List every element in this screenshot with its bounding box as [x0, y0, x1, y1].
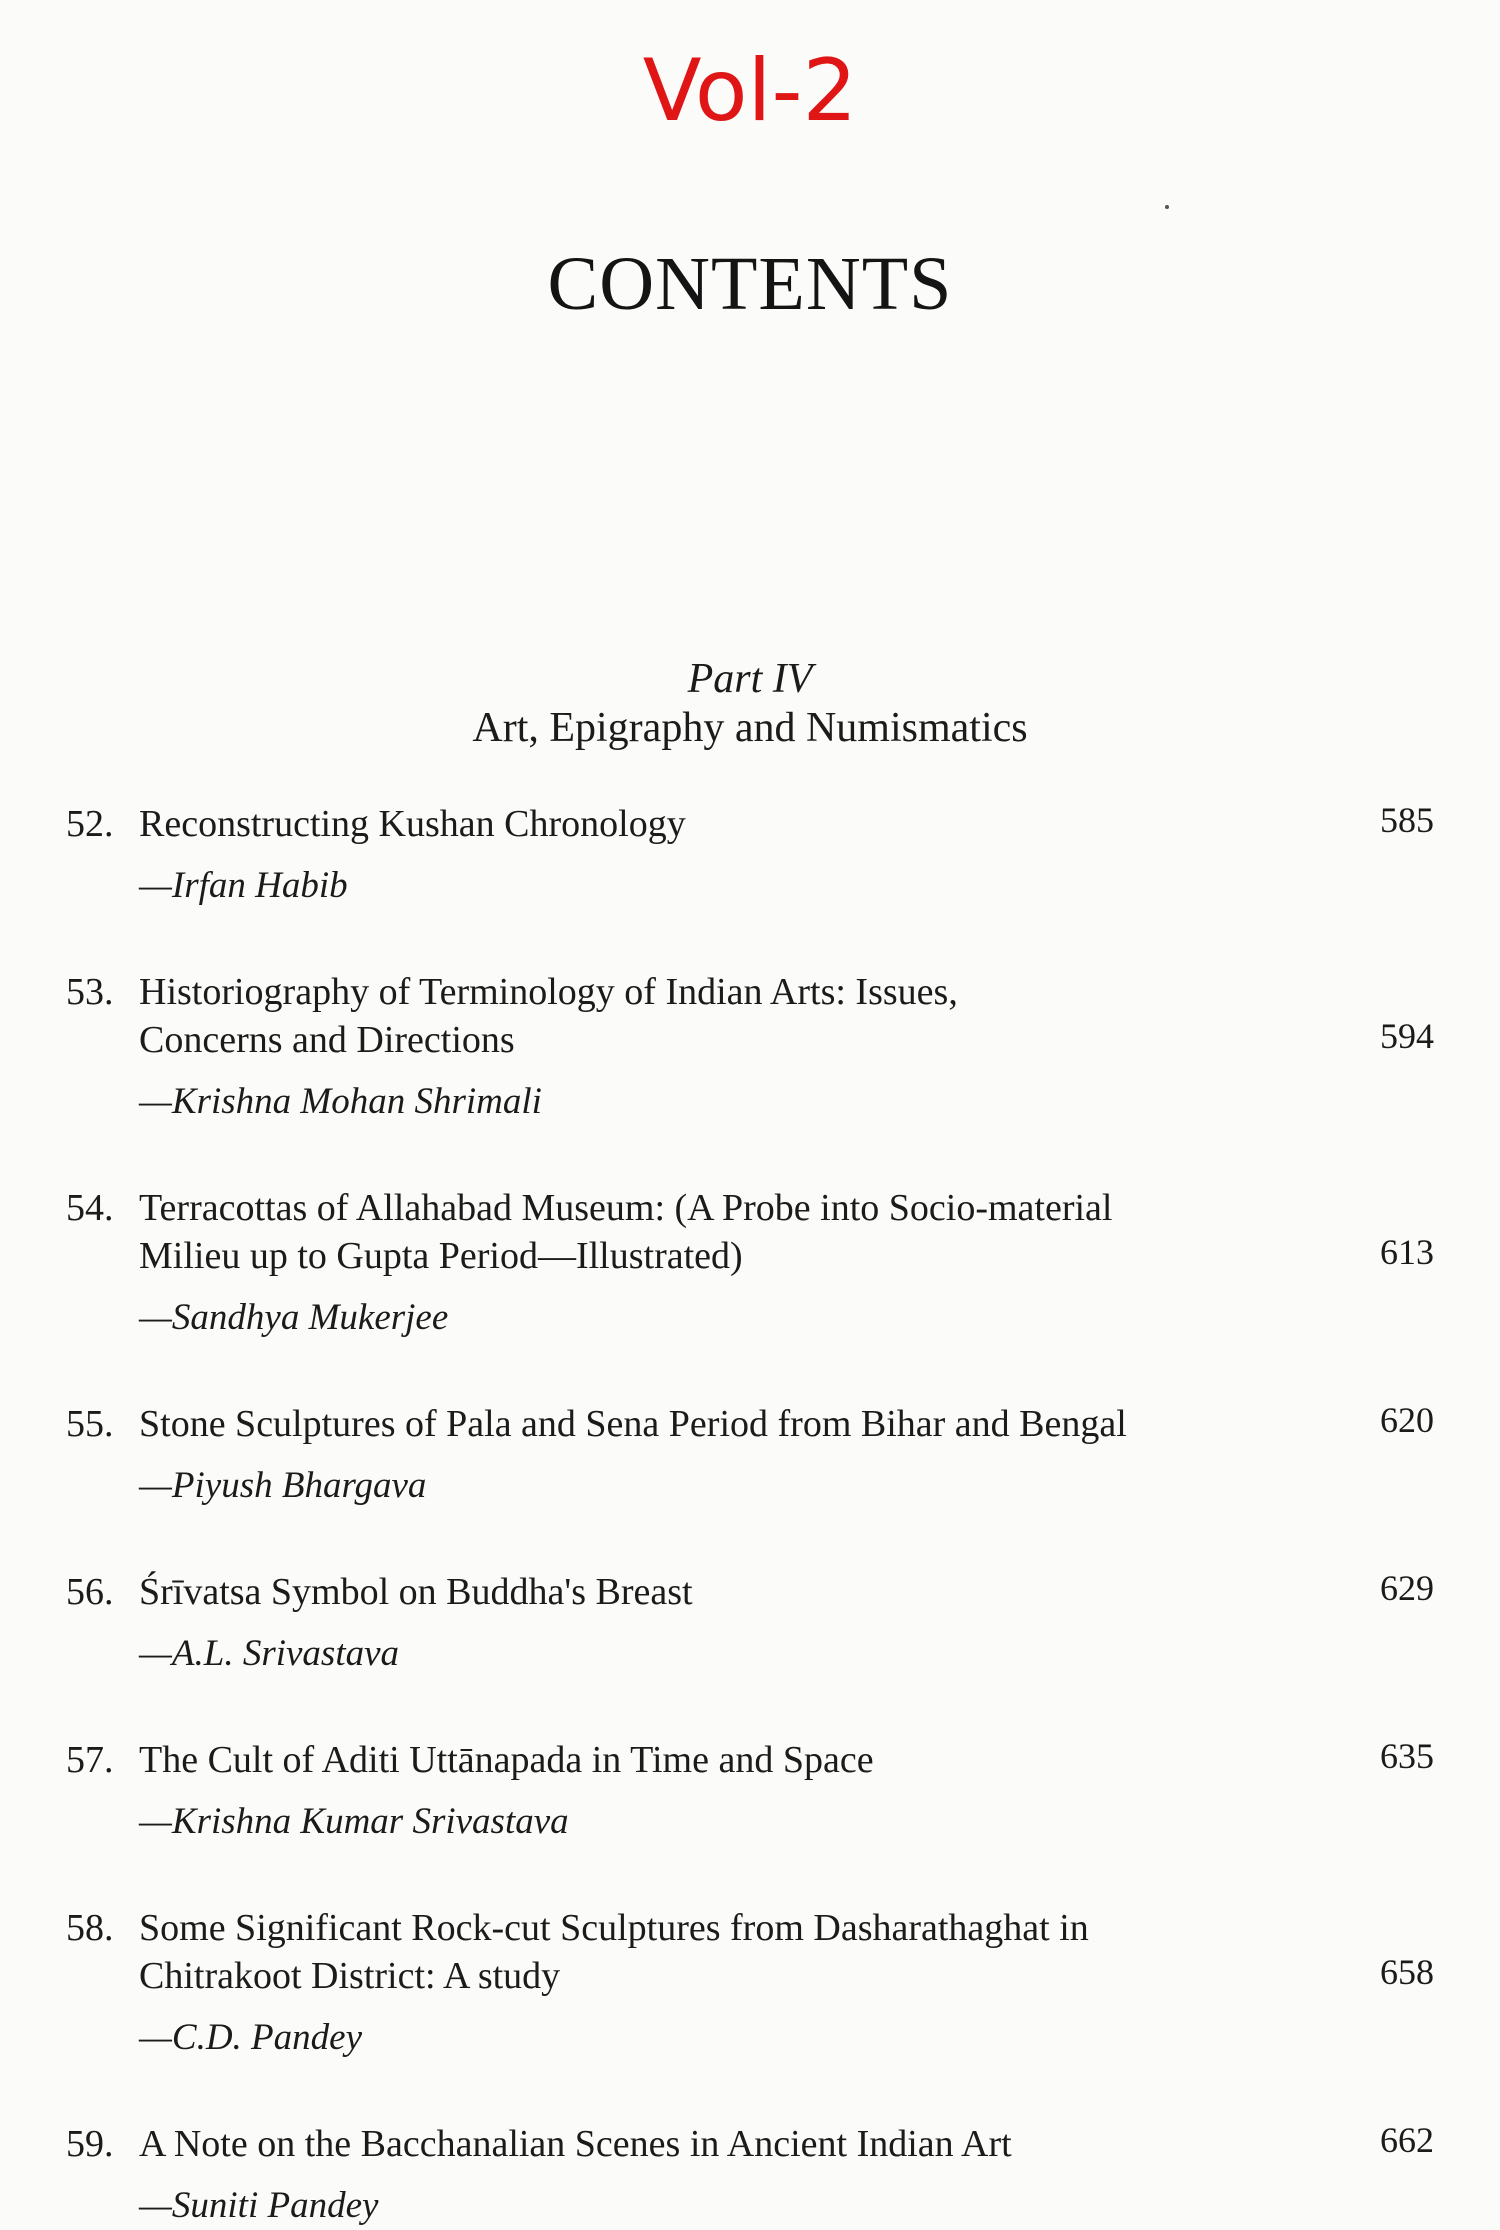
entry-page-number: 635: [1380, 1736, 1434, 1776]
entry-author: —Sandhya Mukerjee: [139, 1297, 449, 1338]
entry-page-number: 662: [1380, 2120, 1434, 2160]
part-label: Part IV: [687, 656, 813, 702]
entry-number: 58.: [66, 1907, 114, 1949]
entry-author: —Krishna Mohan Shrimali: [139, 1081, 542, 1122]
entry-title-line: Reconstructing Kushan Chronology: [139, 803, 686, 845]
entry-number: 59.: [66, 2123, 114, 2165]
entry-page-number: 620: [1380, 1400, 1434, 1440]
entry-title: [139, 1904, 1249, 2000]
contents-title: CONTENTS: [547, 242, 953, 326]
entry-author: —C.D. Pandey: [139, 2017, 362, 2058]
entry-page-number: 594: [1380, 1016, 1434, 1056]
entry-title: [139, 968, 1249, 1064]
entry-number: 52.: [66, 803, 114, 845]
entry-title: [139, 1736, 1249, 1784]
entry-page-number: 629: [1380, 1568, 1434, 1608]
entry-title-line: Concerns and Directions: [139, 1019, 515, 1061]
entry-page-number: 658: [1380, 1952, 1434, 1992]
entry-title-line: Some Significant Rock-cut Sculptures from Dasharathaghat in: [139, 1907, 1089, 1949]
entry-author: —Piyush Bhargava: [139, 1465, 427, 1506]
volume-label: Vol-2: [642, 41, 858, 141]
entry-number: 55.: [66, 1403, 114, 1445]
entry-title: [139, 800, 1249, 848]
part-header: [0, 655, 1500, 753]
entry-author: —Suniti Pandey: [139, 2185, 379, 2226]
entry-title: [139, 1400, 1249, 1448]
entry-number: 56.: [66, 1571, 114, 1613]
entry-title-line: Terracottas of Allahabad Museum: (A Probe into Socio-material: [139, 1187, 1113, 1229]
entry-title-line: Stone Sculptures of Pala and Sena Period from Bihar and Bengal: [139, 1403, 1127, 1445]
entry-author: —Krishna Kumar Srivastava: [139, 1801, 569, 1842]
entry-title-line: Historiography of Terminology of Indian Arts: Issues,: [139, 971, 958, 1013]
entry-number: 53.: [66, 971, 114, 1013]
entry-title: [139, 1568, 1249, 1616]
entry-number: 54.: [66, 1187, 114, 1229]
entry-page-number: 585: [1380, 800, 1434, 840]
entry-title-line: Milieu up to Gupta Period—Illustrated): [139, 1235, 743, 1277]
page-speck: [1165, 205, 1169, 209]
entry-title: [139, 1184, 1249, 1280]
entry-number: 57.: [66, 1739, 114, 1781]
entry-title: [139, 2120, 1249, 2168]
entry-author: —A.L. Srivastava: [139, 1633, 400, 1674]
entry-title-line: Śrīvatsa Symbol on Buddha's Breast: [139, 1571, 693, 1613]
entry-author: —Irfan Habib: [139, 865, 348, 906]
entry-title-line: A Note on the Bacchanalian Scenes in Ancient Indian Art: [139, 2123, 1012, 2165]
entry-title-line: Chitrakoot District: A study: [139, 1955, 561, 1997]
entry-page-number: 613: [1380, 1232, 1434, 1272]
part-subtitle: Art, Epigraphy and Numismatics: [472, 705, 1028, 751]
entry-title-line: The Cult of Aditi Uttānapada in Time and Space: [139, 1739, 874, 1781]
